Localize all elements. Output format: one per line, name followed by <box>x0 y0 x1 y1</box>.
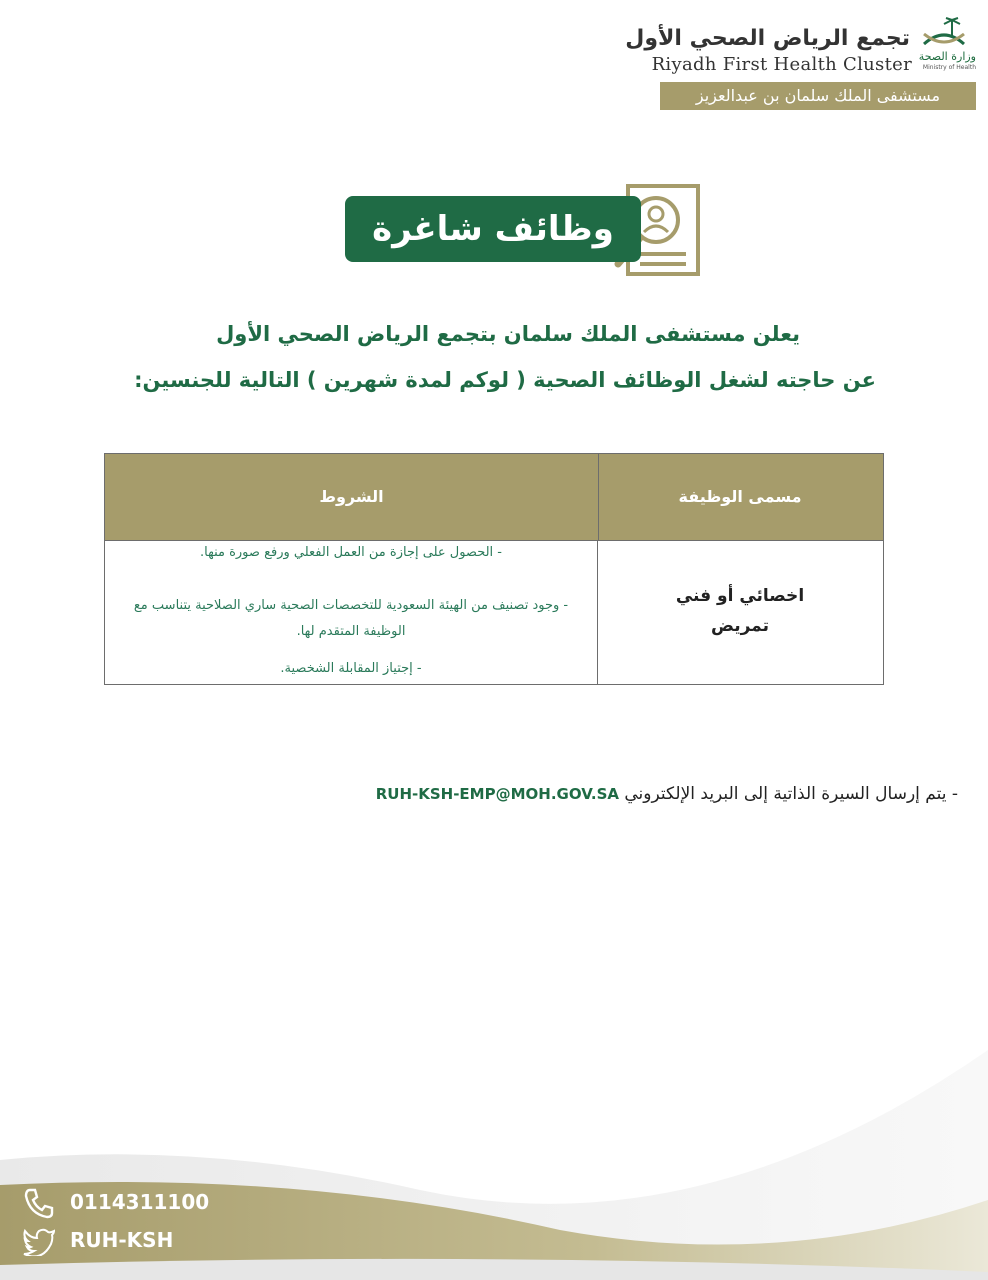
twitter-icon <box>22 1226 56 1256</box>
email-instruction-text: - يتم إرسال السيرة الذاتية إلى البريد الإلكتروني <box>624 784 958 804</box>
cluster-name-english: Riyadh First Health Cluster <box>651 54 912 75</box>
condition-item: - الحصول على إجازة من العمل الفعلي ورفع صورة منها. <box>199 545 502 560</box>
ministry-name-arabic: وزارة الصحة <box>918 50 976 63</box>
email-instruction <box>376 784 958 804</box>
announcement-line-2: عن حاجته لشغل الوظائف الصحية ( لوكم لمدة شهرين ) التالية للجنسين: <box>134 368 876 392</box>
announcement-line-1: يعلن مستشفى الملك سلمان بتجمع الرياض الصحي الأول <box>216 322 800 346</box>
hospital-name-bar: مستشفى الملك سلمان بن عبدالعزيز <box>660 82 976 110</box>
vacancies-banner: وظائف شاغرة <box>345 196 641 262</box>
condition-item: - إجتياز المقابلة الشخصية. <box>280 661 422 676</box>
email-address-link[interactable]: RUH-KSH-EMP@MOH.GOV.SA <box>375 785 619 803</box>
job-title-cell <box>597 540 883 684</box>
header-conditions: الشروط <box>105 454 599 540</box>
header-job-title: مسمى الوظيفة <box>597 454 883 540</box>
phone-icon <box>22 1186 56 1220</box>
conditions-cell <box>105 540 598 684</box>
job-title-line-1: اخصائي أو فني <box>675 586 805 606</box>
phone-number[interactable]: 0114311100 <box>70 1190 210 1214</box>
cluster-name-arabic: تجمع الرياض الصحي الأول <box>625 26 910 51</box>
condition-item: - وجود تصنيف من الهيئة السعودية للتخصصات الصحية ساري الصلاحية يتناسب مع الوظيفة المتقدم لها. <box>133 598 569 639</box>
jobs-table <box>104 453 884 685</box>
twitter-handle[interactable]: RUH-KSH <box>70 1228 174 1252</box>
ministry-name-english: Ministry of Health <box>922 64 976 71</box>
palm-swords-icon <box>918 16 970 50</box>
job-title-line-2: تمريض <box>711 616 769 636</box>
